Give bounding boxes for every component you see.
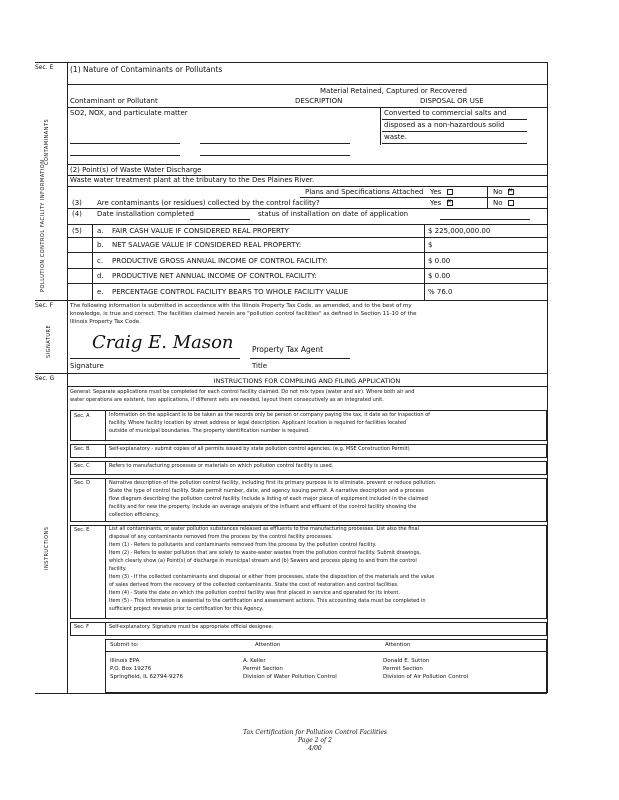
q3-text: Are contaminants (or residues) collected by the control facility? [97,199,320,207]
instr-e-line9: Item (4) - State the date on which the pollution control facility was first placed in service and operated for its intent. [109,590,400,596]
attention-label-1: Attention [255,642,281,648]
signature-line [70,358,240,359]
instr-c-label: Sec. C [74,463,90,469]
sec-f-label: Sec. F [35,302,54,309]
addr2-line1: A. Keller [243,658,266,664]
rule [105,651,547,652]
q4-status: status of installation on date of application [258,210,409,218]
item-c-num: c. [97,257,104,265]
instr-f-line1: Self-explanatory. Signature must be appropriate official designee. [109,624,274,630]
addr3-line3: Division of Air Pollution Control [383,674,469,680]
item-c-label: PRODUCTIVE GROSS ANNUAL INCOME OF CONTROL FACILITY: [112,257,328,265]
col-divider [105,410,106,441]
rule [300,197,547,198]
instr-e-line1: List all contaminants, or water pollution substances released as effluents to the manufacturing processes. List also the final [109,526,419,532]
rule [67,268,547,269]
instr-e-line7: Item (3) - If the collected contaminants and disposal or either from processes, state the disposition of the materials and the value [109,574,435,580]
addr1-line3: Springfield, IL 62794-9276 [110,674,184,680]
signature-label: Signature [70,362,104,370]
instr-e-line6: facility. [109,566,127,572]
rule [35,300,547,301]
rule [67,224,547,225]
q4-text: Date installation completed [97,210,194,218]
row1-disposal-line2: disposed as a non-hazardous solid [384,121,505,129]
col-divider [380,107,381,145]
instr-d-line4: facility and for new the property. Include an average analysis of the influent and effluent of the control facility showing the [109,504,417,510]
rule [382,143,527,144]
item-d-value: $ 0.00 [428,272,451,280]
q3-no-checkbox[interactable] [508,200,514,206]
item-a-value: $ 225,000,000.00 [428,227,491,235]
col-divider [92,224,93,300]
material-header: Material Retained, Captured or Recovered [320,87,467,95]
row1-disposal-line3: waste. [384,133,407,141]
row1-disposal-line1: Converted to commercial salts and [384,109,507,117]
rule [67,186,547,187]
q3-yes-checkbox[interactable] [447,200,453,206]
plans-yes-checkbox[interactable] [447,189,453,195]
addr3-line2: Permit Section [383,666,423,672]
instr-e-line8: of sales derived from the recovery of the collected contaminants. State the cost of restoration and control facilities. [109,582,399,588]
points-heading: (2) Point(s) of Waste Water Discharge [70,166,202,174]
item-e-label: PERCENTAGE CONTROL FACILITY BEARS TO WHOLE FACILITY VALUE [112,288,349,296]
instr-e-line5: which clearly show (a) Point(s) of discharge in municipal stream and (b) Sewers and process piping to and from the control [109,558,417,564]
sec-g-label: Sec. G [35,375,55,382]
item-a-label: FAIR CASH VALUE IF CONSIDERED REAL PROPERTY [112,227,289,235]
instr-d-label: Sec. D [74,480,91,486]
rule [67,107,547,108]
title-line [250,358,350,359]
q3-yes-label: Yes [430,199,442,207]
item-b-value: $ [428,241,433,249]
addr2-line3: Division of Water Pollution Control [243,674,337,680]
plans-label: Plans and Specifications Attached [305,188,424,196]
instructions-heading: INSTRUCTIONS FOR COMPILING AND FILING APPLICATION [213,377,401,385]
general-line1: General: Separate applications must be completed for each control facility claimed. Do not mix types (water and air). Where both air and [70,389,415,395]
q3-no-label: No [493,199,503,207]
col-divider [105,622,106,636]
attention-label-2: Attention [385,642,411,648]
col-description: DESCRIPTION [295,97,343,105]
instr-e-line2: disposal of any contaminants removed from the process by the control facility processes. [109,534,333,540]
instr-a-label: Sec. A [74,413,90,419]
footer-page: Page 2 of 2 [298,737,332,744]
instr-a-line2: facility. Where facility location by street address or legal description. Applicant location is required for facilities located [109,420,407,426]
instr-e-line10: Item (5) - This information is essential to the certification and assessment actions. This accounting data must be completed in [109,598,426,604]
item-e-value: % 76.0 [428,288,453,296]
statement-line3: Illinois Property Tax Code. [70,319,141,325]
q3-number: (3) [72,199,82,207]
statement-line2: knowledge, is true and correct. The facilities claimed herein are "pollution control facilities" as defined in Section 11-10 of the [70,311,417,317]
rule [382,119,527,120]
plans-yes-label: Yes [430,188,442,196]
plans-no-label: No [493,188,503,196]
q4-number: (4) [72,210,82,218]
col-contaminant: Contaminant or Pollutant [70,97,158,105]
rule [67,386,547,387]
col-divider [424,224,425,300]
q4-date-field[interactable] [190,219,250,220]
rule [200,143,350,144]
discharge-text: Waste water treatment plant at the tributary to the Des Plaines River. [70,176,315,184]
col-divider [105,444,106,458]
bottom-rule [35,693,547,694]
q5-number: (5) [72,227,82,235]
col-divider [105,525,106,619]
rule [70,143,180,144]
sec-e-left-rule [67,62,68,306]
sec-e-vertical-label: CONTAMINANTS [44,118,50,165]
addr1-line2: P.O. Box 19276 [110,666,152,672]
item-a-num: a. [97,227,104,235]
rule [67,164,547,165]
item-e-num: e. [97,288,104,296]
top-rule [35,62,547,63]
contaminants-heading: (1) Nature of Contaminants or Pollutants [70,65,223,74]
item-b-label: NET SALVAGE VALUE IF CONSIDERED REAL PROPERTY: [112,241,302,249]
item-d-label: PRODUCTIVE NET ANNUAL INCOME OF CONTROL FACILITY: [112,272,317,280]
instr-c-line1: Refers to manufacturing processes or materials on which pollution control facility is used. [109,463,334,469]
rule [70,155,180,156]
addr2-line2: Permit Section [243,666,283,672]
col-disposal: DISPOSAL OR USE [420,97,484,105]
submit-block [105,639,547,693]
addr3-line1: Donald E. Sutton [383,658,430,664]
item-b-num: b. [97,241,104,249]
sec-f-vertical-label: SIGNATURE [46,324,52,358]
sec-g-vertical-label: INSTRUCTIONS [44,526,50,570]
role-text: Property Tax Agent [252,345,324,354]
general-line2: water operations are existent, two applications, if different sets are needed, layout them consecutively as an integrated unit. [70,397,384,403]
row1-contaminant: SO2, NOX, and particulate matter [70,109,188,117]
footer-title: Tax Certification for Pollution Control Facilities [242,729,388,736]
q4-status-field[interactable] [440,219,530,220]
rule [35,373,547,374]
rule [67,283,547,284]
sec-g-left-rule [67,373,68,693]
rule [200,155,350,156]
instr-d-line1: Narrative description of the pollution control facility, including first its primary purpose is to eliminate, prevent or reduce pollution. [109,480,437,486]
plans-no-checkbox[interactable] [508,189,514,195]
instr-e-line3: Item (1) - Refers to pollutants and contaminants removed from the process by the pollution control facility. [109,542,377,548]
sec-e-label: Sec. E [35,64,54,71]
sec-f-left-rule [67,300,68,374]
submit-to-label: Submit to: [110,642,139,648]
instr-b-line1: Self-explanatory - submit copies of all permits issued by state pollution control agencies. (e.g. MSE Construction Permit) [109,446,410,452]
rule [67,208,547,209]
instr-d-line5: collection efficiency. [109,512,160,518]
sec-e2-vertical-label: POLLUTION CONTROL FACILITY INFORMATION [40,159,46,292]
instr-f-label: Sec. F [74,624,90,630]
item-c-value: $ 0.00 [428,257,451,265]
item-d-num: d. [97,272,104,280]
col-divider [105,461,106,475]
instr-b-label: Sec. B [74,446,90,452]
addr1-line1: Illinois EPA [110,658,140,664]
rule [67,237,547,238]
instr-d-line2: State the type of control facility. State permit number, date, and agency issuing permit. A narrative description and a process [109,488,424,494]
rule [67,84,547,85]
footer-date: 4/00 [308,745,322,752]
instr-e-line11: sufficient project reviews prior to certification for this Agency. [109,606,264,612]
instr-d-line3: flow diagram describing the pollution control facility. Include a listing of each major piece of equipment included in the claimed [109,496,428,502]
instr-a-line1: Information on the applicant is to be taken as the records only be person or company paying the tax, it date as for inspection of [109,412,430,418]
title-label: Title [252,362,268,370]
rule [67,252,547,253]
right-rule [547,62,548,306]
instr-e-label: Sec. E [74,527,90,533]
rule [382,131,527,132]
instr-a-line3: outside of municipal boundaries. The property identification number is required. [109,428,310,434]
right-rule [547,300,548,693]
signature: Craig E. Mason [92,332,234,353]
col-divider [105,478,106,522]
instr-e-line4: Item (2) - Refers to water pollution that are solely to waste-water wastes from the pollution control facility. Submit drawings, [109,550,421,556]
statement-line1: The following information is submitted in accordance with the Illinois Property Tax Code, as amended, and to the best of my [70,303,412,309]
